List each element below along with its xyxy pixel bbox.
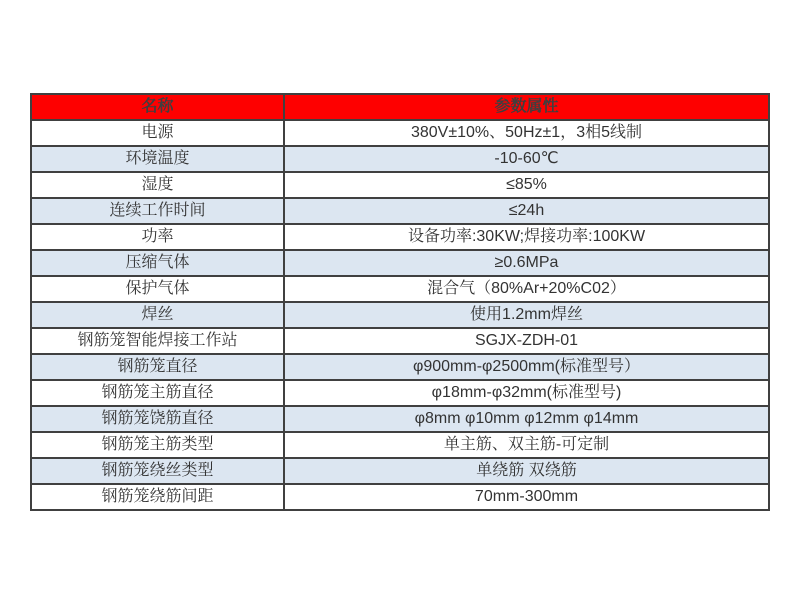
table-row xyxy=(31,224,769,250)
row-label-cell: 连续工作时间 xyxy=(31,198,284,224)
row-label-cell: 电源 xyxy=(31,120,284,146)
table-row xyxy=(31,276,769,302)
header-param-cell: 参数属性 xyxy=(284,94,769,120)
row-value-cell: 单绕筋 双绕筋 xyxy=(284,458,769,484)
row-label-cell: 环境温度 xyxy=(31,146,284,172)
table-row xyxy=(31,250,769,276)
table-row xyxy=(31,146,769,172)
table-row xyxy=(31,354,769,380)
table-row xyxy=(31,120,769,146)
row-value-cell: ≤24h xyxy=(284,198,769,224)
spec-table-body xyxy=(31,120,769,510)
row-value-cell: 使用1.2mm焊丝 xyxy=(284,302,769,328)
row-label-cell: 湿度 xyxy=(31,172,284,198)
row-value-cell: 混合气（80%Ar+20%C02） xyxy=(284,276,769,302)
row-value-cell: φ18mm-φ32mm(标准型号) xyxy=(284,380,769,406)
header-name-cell: 名称 xyxy=(31,94,284,120)
row-value-cell: 70mm-300mm xyxy=(284,484,769,510)
header-row xyxy=(31,94,769,120)
table-row xyxy=(31,302,769,328)
row-value-cell: ≥0.6MPa xyxy=(284,250,769,276)
row-value-cell: -10-60℃ xyxy=(284,146,769,172)
row-value-cell: 380V±10%、50Hz±1，3相5线制 xyxy=(284,120,769,146)
row-label-cell: 钢筋笼直径 xyxy=(31,354,284,380)
table-row xyxy=(31,198,769,224)
row-value-cell: 单主筋、双主筋-可定制 xyxy=(284,432,769,458)
row-value-cell: ≤85% xyxy=(284,172,769,198)
row-label-cell: 钢筋笼绕丝类型 xyxy=(31,458,284,484)
row-value-cell: SGJX-ZDH-01 xyxy=(284,328,769,354)
table-row xyxy=(31,458,769,484)
row-value-cell: φ8mm φ10mm φ12mm φ14mm xyxy=(284,406,769,432)
row-label-cell: 钢筋笼饶筋直径 xyxy=(31,406,284,432)
spec-table xyxy=(30,93,770,511)
table-row xyxy=(31,484,769,510)
row-value-cell: 设备功率:30KW;焊接功率:100KW xyxy=(284,224,769,250)
table-row xyxy=(31,328,769,354)
table-row xyxy=(31,432,769,458)
row-value-cell: φ900mm-φ2500mm(标准型号） xyxy=(284,354,769,380)
table-row xyxy=(31,172,769,198)
row-label-cell: 压缩气体 xyxy=(31,250,284,276)
row-label-cell: 钢筋笼主筋直径 xyxy=(31,380,284,406)
row-label-cell: 钢筋笼智能焊接工作站 xyxy=(31,328,284,354)
row-label-cell: 钢筋笼主筋类型 xyxy=(31,432,284,458)
spec-table-header xyxy=(31,94,769,120)
table-row xyxy=(31,406,769,432)
row-label-cell: 保护气体 xyxy=(31,276,284,302)
spec-table-container xyxy=(30,93,770,511)
row-label-cell: 焊丝 xyxy=(31,302,284,328)
row-label-cell: 钢筋笼绕筋间距 xyxy=(31,484,284,510)
row-label-cell: 功率 xyxy=(31,224,284,250)
table-row xyxy=(31,380,769,406)
